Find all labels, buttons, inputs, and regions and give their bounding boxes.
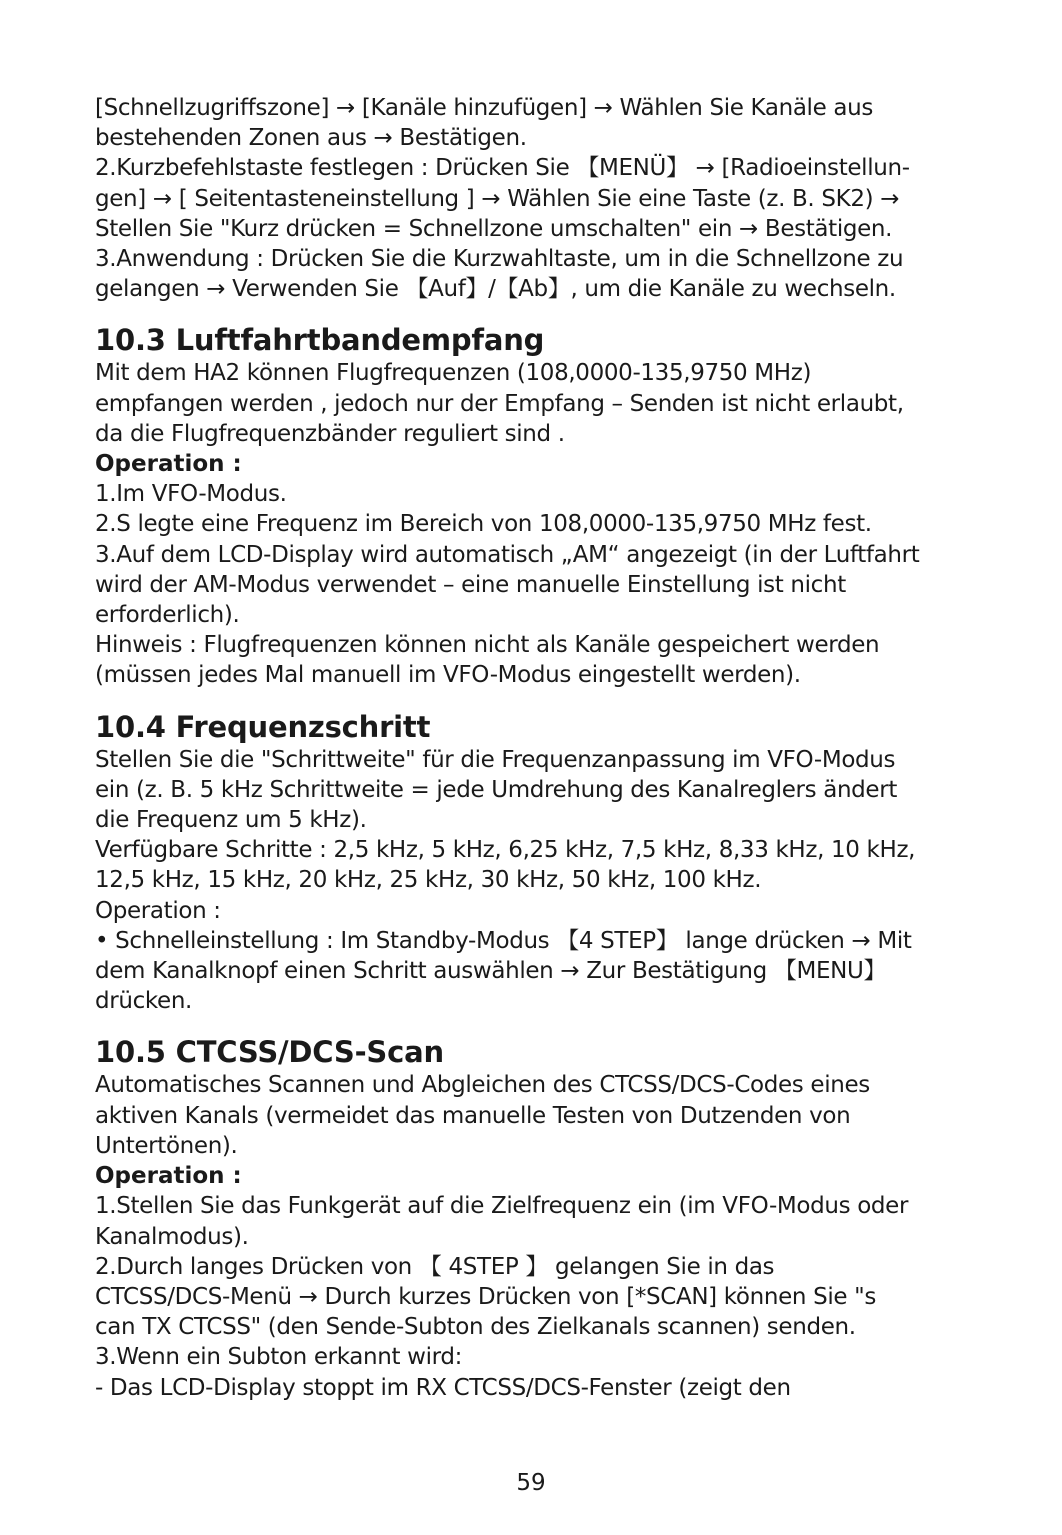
section-10-4: [95, 709, 995, 1017]
text-line: empfangen werden , jedoch nur der Empfang – Senden ist nicht erlaubt,: [95, 390, 904, 417]
text-line: bestehenden Zonen aus → Bestätigen.: [95, 125, 527, 152]
text-line: Stellen Sie die "Schrittweite" für die Frequenzanpassung im VFO-Modus: [95, 746, 896, 773]
section-heading: 10.5 CTCSS/DCS-Scan: [95, 1035, 444, 1070]
operation-label: Operation :: [95, 451, 242, 478]
text-line: da die Flugfrequenzbänder reguliert sind .: [95, 420, 565, 447]
text-line: [Schnellzugriffszone] → [Kanäle hinzufügen] → Wählen Sie Kanäle aus: [95, 95, 873, 121]
text-line: Verfügbare Schritte : 2,5 kHz, 5 kHz, 6,25 kHz, 7,5 kHz, 8,33 kHz, 10 kHz,: [95, 837, 916, 864]
intro-block: [95, 93, 995, 304]
text-line: gen] → [ Seitentasteneinstellung ] → Wählen Sie eine Taste (z. B. SK2) →: [95, 185, 900, 212]
text-line: 2.S legte eine Frequenz im Bereich von 108,0000-135,9750 MHz fest.: [95, 511, 872, 538]
text-line: Automatisches Scannen und Abgleichen des CTCSS/DCS-Codes eines: [95, 1072, 870, 1099]
text-line: ein (z. B. 5 kHz Schrittweite = jede Umdrehung des Kanalreglers ändert: [95, 776, 898, 803]
text-line: 2.Durch langes Drücken von 【 4STEP 】 gelangen Sie in das: [95, 1253, 775, 1280]
text-line: erforderlich).: [95, 602, 240, 629]
section-heading: 10.4 Frequenzschritt: [95, 709, 431, 744]
text-line: 12,5 kHz, 15 kHz, 20 kHz, 25 kHz, 30 kHz, 50 kHz, 100 kHz.: [95, 867, 762, 894]
text-line: 3.Anwendung : Drücken Sie die Kurzwahltaste, um in die Schnellzone zu: [95, 246, 904, 273]
text-line: • Schnelleinstellung : Im Standby-Modus 【4 STEP】 lange drücken → Mit: [95, 927, 912, 954]
text-line: 1.Stellen Sie das Funkgerät auf die Zielfrequenz ein (im VFO-Modus oder: [95, 1193, 909, 1220]
text-line: 3.Auf dem LCD-Display wird automatisch „AM“ angezeigt (in der Luftfahrt: [95, 541, 920, 568]
section-heading: 10.3 Luftfahrtbandempfang: [95, 323, 545, 358]
page-content: [95, 93, 995, 1403]
text-line: gelangen → Verwenden Sie 【Auf】/【Ab】, um die Kanäle zu wechseln.: [95, 276, 896, 303]
text-line: Kanalmodus).: [95, 1223, 249, 1250]
section-10-3: [95, 322, 995, 690]
text-line: 2.Kurzbefehlstaste festlegen : Drücken Sie 【MENÜ】 → [Radioeinstellun-: [95, 155, 910, 182]
text-line: (müssen jedes Mal manuell im VFO-Modus eingestellt werden).: [95, 662, 801, 689]
page-number: 59: [516, 1470, 546, 1496]
text-line: - Das LCD-Display stoppt im RX CTCSS/DCS-Fenster (zeigt den: [95, 1374, 791, 1401]
text-line: die Frequenz um 5 kHz).: [95, 807, 367, 834]
text-line: Operation :: [95, 897, 221, 924]
operation-label: Operation :: [95, 1163, 242, 1190]
text-line: dem Kanalknopf einen Schritt auswählen → Zur Bestätigung 【MENU】: [95, 958, 887, 985]
text-line: 1.Im VFO-Modus.: [95, 481, 287, 508]
text-line: Mit dem HA2 können Flugfrequenzen (108,0000-135,9750 MHz): [95, 360, 812, 387]
text-line: wird der AM-Modus verwendet – eine manuelle Einstellung ist nicht: [95, 571, 846, 598]
section-10-5: [95, 1034, 995, 1402]
text-line: CTCSS/DCS-Menü → Durch kurzes Drücken von [*SCAN] können Sie "s: [95, 1283, 876, 1310]
text-line: can TX CTCSS" (den Sende-Subton des Zielkanals scannen) senden.: [95, 1314, 856, 1341]
text-line: Hinweis : Flugfrequenzen können nicht als Kanäle gespeichert werden: [95, 632, 880, 659]
text-line: Untertönen).: [95, 1132, 238, 1159]
text-line: 3.Wenn ein Subton erkannt wird:: [95, 1344, 462, 1371]
text-line: aktiven Kanals (vermeidet das manuelle Testen von Dutzenden von: [95, 1102, 851, 1129]
text-line: drücken.: [95, 988, 193, 1015]
text-line: Stellen Sie "Kurz drücken = Schnellzone umschalten" ein → Bestätigen.: [95, 215, 893, 242]
